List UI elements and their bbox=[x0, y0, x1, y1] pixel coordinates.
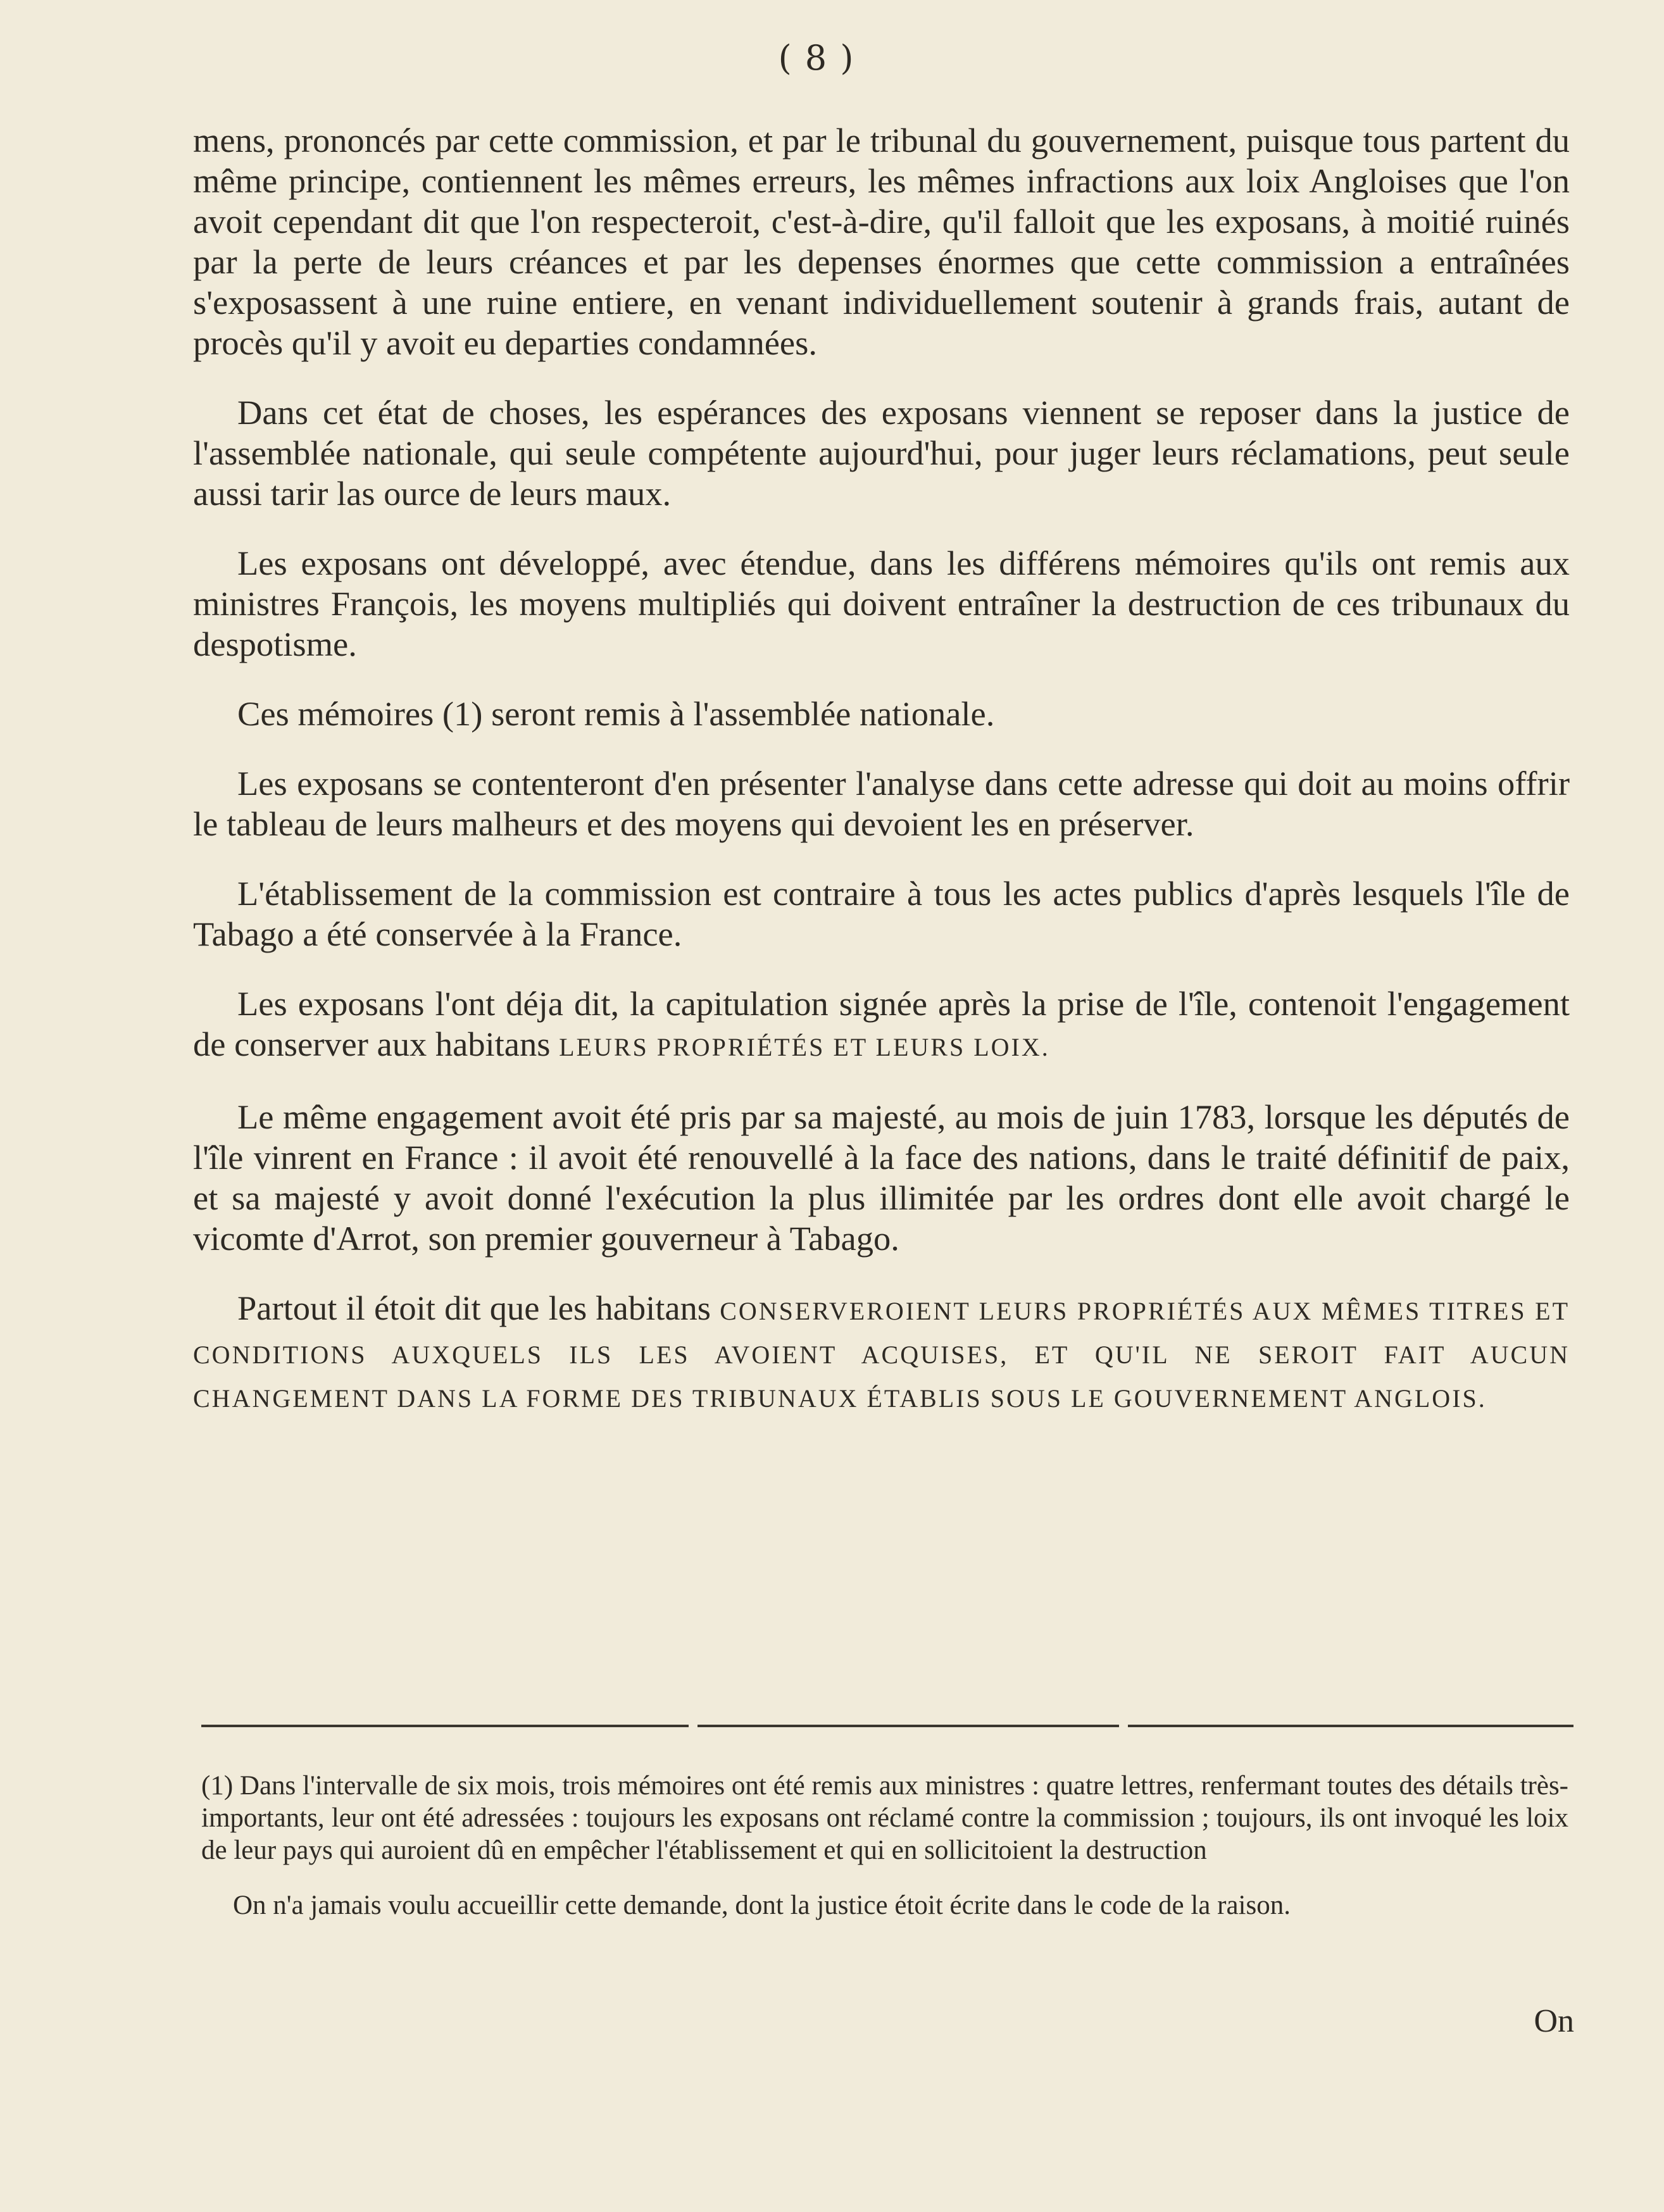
footnote: On n'a jamais voulu accueillir cette demande, dont la justice étoit écrite dans le code de la raison. bbox=[233, 1890, 1291, 1920]
paragraph: Les exposans se contenteront d'en présenter l'analyse dans cette adresse qui doit au moins offrir le tableau de leurs malheurs et des moyens qui devoient les en préserver. bbox=[193, 764, 1570, 843]
paragraph: mens, prononcés par cette commission, et par le tribunal du gouvernement, puisque tous partent du même principe, contiennent les mêmes erreurs, les mêmes infractions aux loix Angloises que l'on avoit cependant dit que l'on respecteroit, c'est-à-dire, qu'il falloit que les exposans, à moitié ruinés par la perte de leurs créances et par les depenses énormes que cette commission a entraînées s'exposassent à une ruine entiere, en venant individuellement soutenir à grands frais, autant de procès qu'il y avoit eu departies condamnées. bbox=[193, 121, 1570, 362]
small-caps-text: LEURS PROPRIÉTÉS ET LEURS LOIX. bbox=[559, 1033, 1050, 1061]
footnote-separator bbox=[201, 1725, 1573, 1730]
paragraph: Dans cet état de choses, les espérances des exposans viennent se reposer dans la justice de l'assemblée nationale, qui seule compétente aujourd'hui, pour juger leurs réclamations, peut seule aussi tarir las ource de leurs maux. bbox=[193, 393, 1570, 513]
paragraph: Ces mémoires (1) seront remis à l'assemblée nationale. bbox=[237, 694, 995, 733]
paragraph-text: Les exposans l'ont déja dit, la capitulation signée après la prise de l'île, contenoit l'engagement de conserver aux habitans bbox=[193, 984, 1570, 1063]
page-number: ( 8 ) bbox=[778, 38, 855, 78]
footnote: (1) Dans l'intervalle de six mois, trois mémoires ont été remis aux ministres : quatre lettres, renfermant toutes des détails très-importants, leur ont été adressées : toujours les exposans ont réclamé contre la commission ; toujours, ils ont invoqué les loix de leur pays qui auroient dû en empêcher l'établissement et qui en sollicitoient la destruction bbox=[201, 1771, 1568, 1865]
separator-rule bbox=[201, 1725, 689, 1727]
paragraph bbox=[193, 1288, 1570, 1419]
footnotes bbox=[201, 1770, 1568, 1944]
separator-rule bbox=[1128, 1725, 1573, 1727]
body-text bbox=[193, 120, 1570, 1448]
small-caps-text: CONSERVEROIENT LEURS PROPRIÉTÉS AUX MÊMES TITRES ET CONDITIONS AUXQUELS ILS LES AVOIENT ACQUISES, ET QU'IL NE SEROIT FAIT AUCUN CHANGEMENT DANS LA FORME DES TRIBUNAUX ÉTABLIS SOUS LE GOUVERNEMENT ANGLOIS. bbox=[193, 1297, 1570, 1413]
separator-rule bbox=[698, 1725, 1119, 1727]
paragraph-text: Partout il étoit dit que les habitans bbox=[237, 1289, 711, 1327]
paragraph: Le même engagement avoit été pris par sa majesté, au mois de juin 1783, lorsque les députés de l'île vinrent en France : il avoit été renouvellé à la face des nations, dans le traité définitif de paix, et sa majesté y avoit donné l'exécution la plus illimitée par les ordres dont elle avoit chargé le vicomte d'Arrot, son premier gouverneur à Tabago. bbox=[193, 1097, 1570, 1258]
paragraph: Les exposans ont développé, avec étendue, dans les différens mémoires qu'ils ont remis aux ministres François, les moyens multipliés qui doivent entraîner la destruction de ces tribunaux du despotisme. bbox=[193, 544, 1570, 663]
catchword: On bbox=[1534, 2003, 1574, 2039]
paragraph bbox=[193, 984, 1570, 1068]
paragraph: L'établissement de la commission est contraire à tous les actes publics d'après lesquels l'île de Tabago a été conservée à la France. bbox=[193, 874, 1570, 953]
